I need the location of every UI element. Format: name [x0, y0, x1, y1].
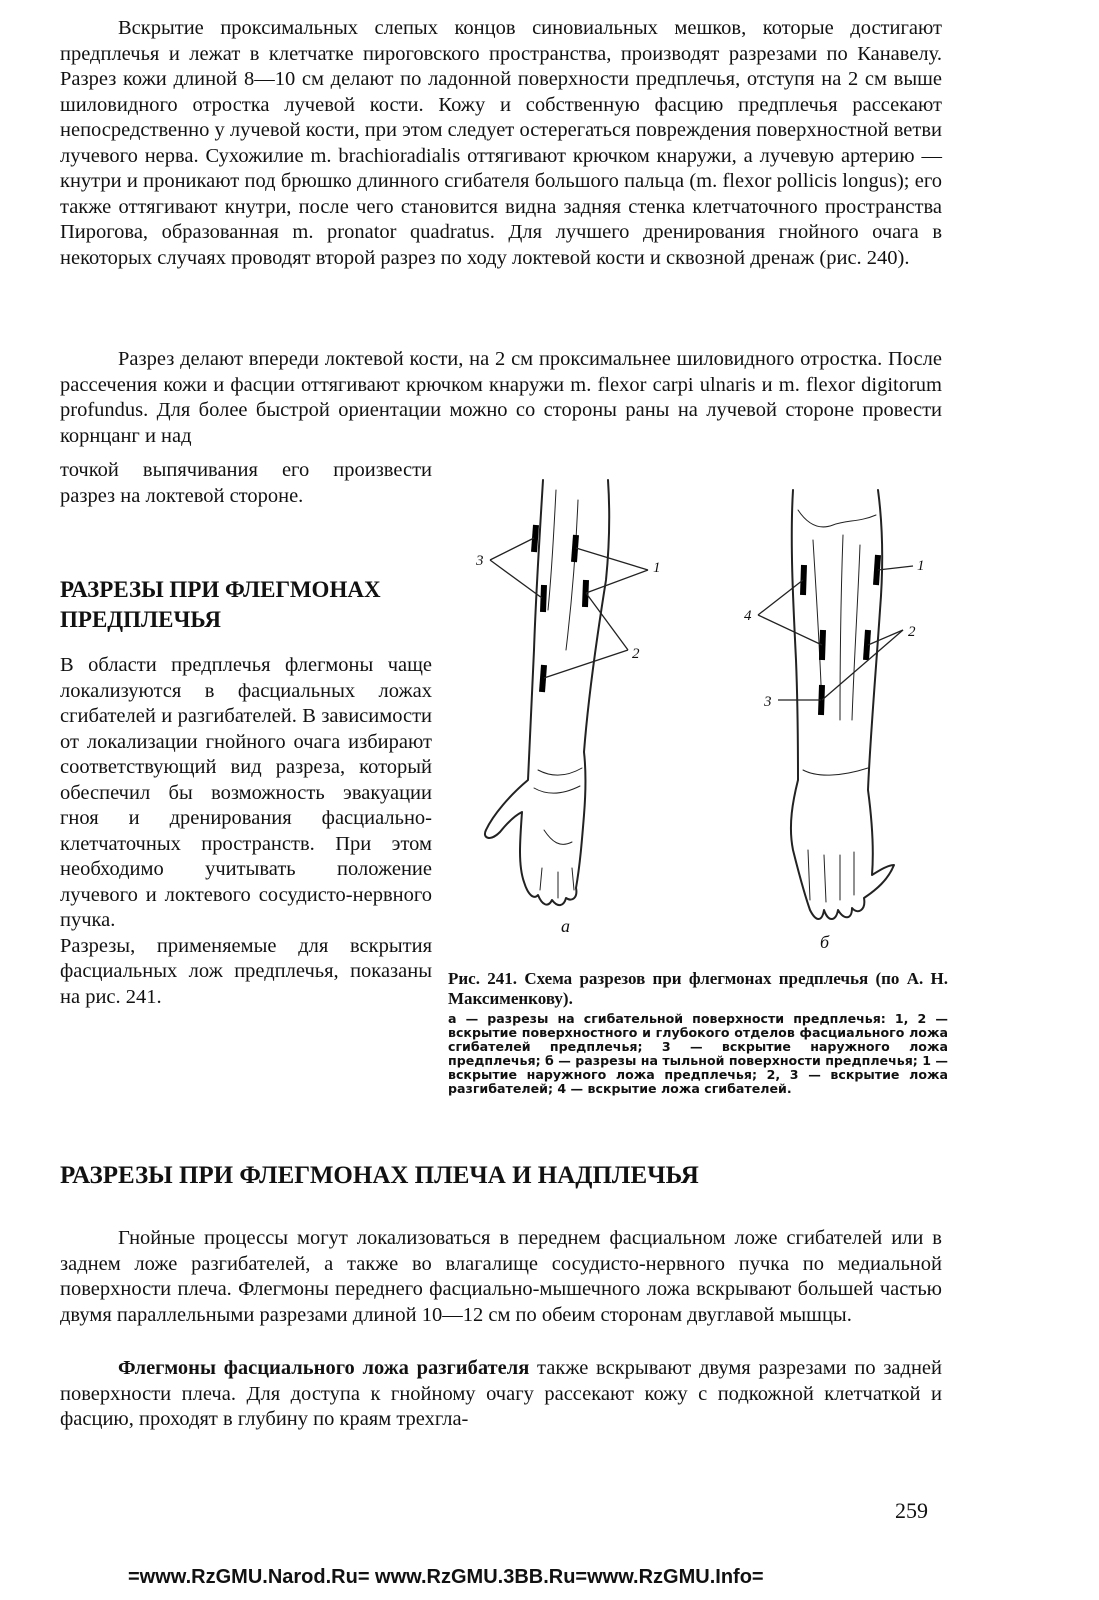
fig-b-label-3: 3	[764, 694, 772, 710]
fig-a-label-1: 1	[653, 560, 661, 576]
caption-body: а — разрезы на сгибательной поверхности предплечья: 1, 2 — вскрытие поверхностного и глубокого отделов фасциального ложа сгибателей предплечья; 3 — вскрытие наружного ложа предплечья; б — разрезы на тыльной поверхности предплечья; 1 — вскрытие наружного ложа предплечья; 2, 3 — вскрытие ложа разгибателей; 4 — вскрытие ложа сгибателей.	[448, 1011, 948, 1096]
paragraph-shoulder-phlegmons: Гнойные процессы могут локализоваться в переднем фасциальном ложе сгибателей или в заднем ложе разгибателей, а также во влагалище сосудисто-нервного пучка по медиальной поверхности плеча. Флегмоны переднего фасциально-мышечного ложа вскрывают большей частью двумя параллельными разрезами длиной 10—12 см по обеим сторонам двуглавой мышцы.	[60, 1227, 942, 1326]
fig-b-label-1: 1	[917, 558, 925, 574]
footer-watermark: =www.RzGMU.Narod.Ru= www.RzGMU.3BB.Ru=www.RzGMU.Info=	[128, 1566, 764, 1588]
paragraph-figure-reference: Разрезы, применяемые для вскрытия фасциальных лож предплечья, показаны на рис. 241.	[60, 934, 432, 1008]
figure-caption	[448, 969, 948, 1096]
fig-label-a: а	[561, 916, 570, 936]
page-number: 259	[895, 1498, 928, 1523]
fig-a-label-3: 3	[476, 553, 484, 569]
fig-a-label-2: 2	[632, 646, 640, 662]
arm-palmar-view	[485, 480, 609, 905]
fig-b-label-4: 4	[744, 608, 752, 624]
figure-241-forearm-incisions	[448, 470, 948, 970]
paragraph-extensor-phlegmons: Флегмоны фасциального ложа разгибателя также вскрывают двумя разрезами по задней поверхности плеча. Для доступа к гнойному очагу рассекают кожу с подкожной клетчаткой и фасцию, проходят в глубину по краям трехгла-	[60, 1357, 943, 1430]
left-column-top	[60, 458, 432, 509]
caption-title: Рис. 241. Схема разрезов при флегмонах предплечья (по А. Н. Максименкову).	[448, 969, 948, 1008]
fig-b-label-2: 2	[908, 624, 916, 640]
paragraph-synovial-sheaths: Вскрытие проксимальных слепых концов синовиальных мешков, которые достигают предплечья и лежат в клетчатке пироговского пространства, производят разрезами по Канавелу. Разрез кожи длиной 8—10 см делают по ладонной поверхности предплечья, отступя на 2 см выше шиловидного отростка лучевой кости. Кожу и собственную фасцию предплечья рассекают непосредственно у лучевой кости, при этом следует остерегаться повреждения поверхностной ветви лучевого нерва. Сухожилие m. brachioradialis оттягивают крючком кнаружи, а лучевую артерию — кнутри и проникают под брюшко длинного сгибателя большого пальца (m. flexor pollicis longus); его также оттягивают кнутри, после чего становится видна задняя стенка клетчаточного пространства Пирогова, образованная m. pronator quadratus. Для лучшего дренирования гнойного очага в некоторых случаях проводят второй разрез по ходу локтевой кости и сквозной дренаж (рис. 240).	[60, 17, 942, 269]
bold-term: Флегмоны фасциального ложа разгибателя	[118, 1357, 530, 1379]
left-column-text	[60, 653, 432, 1010]
paragraph-ulnar-incision: Разрез делают впереди локтевой кости, на 2 см проксимальнее шиловидного отростка. После рассечения кожи и фасции оттягивают крючком кнаружи m. flexor carpi ulnaris и m. flexor digitorum profundus. Для более быстрой ориентации можно со стороны раны на лучевой стороне провести корнцанг и над	[60, 348, 942, 447]
arm-dorsal-view	[791, 490, 894, 919]
paragraph-forearm-phlegmons: В области предплечья флегмоны чаще локализуются в фасциальных ложах сгибателей и разгибателей. В зависимости от локализации гнойного очага избирают соответствующий вид разреза, который обеспечил бы возможность эвакуации гноя и дренирования фасциально-клетчаточных пространств. При этом необходимо учитывать положение лучевого и локтевого сосудисто-нервного пучка.	[60, 654, 432, 931]
paragraph-ulnar-incision-cont: точкой выпячивания его произвести разрез на локтевой стороне.	[60, 459, 432, 507]
fig-label-b: б	[820, 932, 830, 952]
heading-forearm-phlegmons: РАЗРЕЗЫ ПРИ ФЛЕГМОНАХ ПРЕДПЛЕЧЬЯ	[60, 577, 381, 632]
heading-shoulder-phlegmons: РАЗРЕЗЫ ПРИ ФЛЕГМОНАХ ПЛЕЧА И НАДПЛЕЧЬЯ	[60, 1162, 699, 1189]
